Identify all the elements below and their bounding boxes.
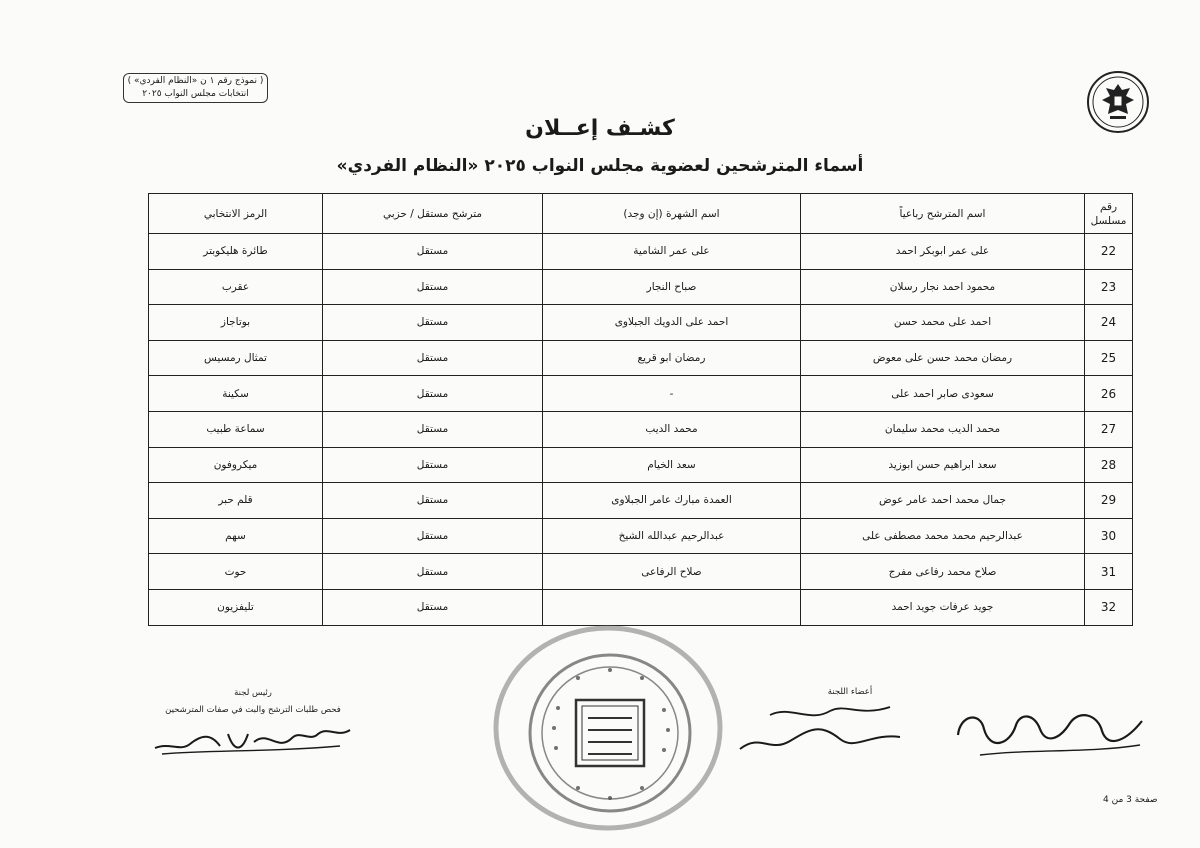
table-row bbox=[149, 269, 1133, 305]
cell-type: مستقل bbox=[323, 411, 543, 447]
cell-nickname: محمد الديب bbox=[543, 411, 801, 447]
cell-nickname: - bbox=[543, 376, 801, 412]
cell-name: جمال محمد احمد عامر عوض bbox=[801, 483, 1085, 519]
cell-nickname: صباح النجار bbox=[543, 269, 801, 305]
cell-type: مستقل bbox=[323, 340, 543, 376]
cell-type: مستقل bbox=[323, 447, 543, 483]
cell-nickname: عبدالرحيم عبدالله الشيخ bbox=[543, 518, 801, 554]
cell-name: جويد عرفات جويد احمد bbox=[801, 589, 1085, 625]
table-row bbox=[149, 305, 1133, 341]
cell-type: مستقل bbox=[323, 376, 543, 412]
cell-symbol: تمثال رمسيس bbox=[149, 340, 323, 376]
cell-name: محمود احمد نجار رسلان bbox=[801, 269, 1085, 305]
cell-name: عبدالرحيم محمد محمد مصطفى على bbox=[801, 518, 1085, 554]
cell-name: سعد ابراهيم حسن ابوزيد bbox=[801, 447, 1085, 483]
header-type: مترشح مستقل / حزبي bbox=[323, 194, 543, 234]
cell-type: مستقل bbox=[323, 305, 543, 341]
table-row bbox=[149, 483, 1133, 519]
cell-symbol: عقرب bbox=[149, 269, 323, 305]
cell-serial: 31 bbox=[1085, 554, 1133, 590]
cell-serial: 22 bbox=[1085, 234, 1133, 270]
table-row bbox=[149, 447, 1133, 483]
cell-symbol: سهم bbox=[149, 518, 323, 554]
cell-serial: 26 bbox=[1085, 376, 1133, 412]
table-row bbox=[149, 340, 1133, 376]
cell-serial: 30 bbox=[1085, 518, 1133, 554]
cell-type: مستقل bbox=[323, 269, 543, 305]
cell-symbol: سماعة طبيب bbox=[149, 411, 323, 447]
cell-nickname: صلاح الرفاعى bbox=[543, 554, 801, 590]
cell-name: احمد على محمد حسن bbox=[801, 305, 1085, 341]
cell-symbol: ميكروفون bbox=[149, 447, 323, 483]
cell-serial: 28 bbox=[1085, 447, 1133, 483]
cell-name: سعودى صابر احمد على bbox=[801, 376, 1085, 412]
cell-name: على عمر ابوبكر احمد bbox=[801, 234, 1085, 270]
cell-nickname: سعد الخيام bbox=[543, 447, 801, 483]
cell-symbol: قلم حبر bbox=[149, 483, 323, 519]
cell-name: صلاح محمد رفاعى مفرج bbox=[801, 554, 1085, 590]
committee-head-signature bbox=[150, 712, 360, 760]
cell-symbol: حوت bbox=[149, 554, 323, 590]
candidates-table bbox=[148, 193, 1133, 626]
cell-symbol: طائرة هليكوبتر bbox=[149, 234, 323, 270]
page-number: صفحة 3 من 4 bbox=[1103, 795, 1158, 805]
cell-serial: 27 bbox=[1085, 411, 1133, 447]
cell-type: مستقل bbox=[323, 234, 543, 270]
cell-symbol: سكينة bbox=[149, 376, 323, 412]
form-number-badge bbox=[123, 73, 268, 103]
page-title: كشـف إعــلان bbox=[525, 116, 675, 141]
table-row bbox=[149, 518, 1133, 554]
header-symbol: الرمز الانتخابي bbox=[149, 194, 323, 234]
header-name: اسم المترشح رباعياً bbox=[801, 194, 1085, 234]
page-subtitle: أسماء المترشحين لعضوية مجلس النواب ٢٠٢٥ «النظام الفردي» bbox=[336, 156, 864, 176]
table-row bbox=[149, 554, 1133, 590]
committee-head-title: رئيس لجنة bbox=[234, 688, 272, 698]
cell-nickname: رمضان ابو قريع bbox=[543, 340, 801, 376]
table-header-row bbox=[149, 194, 1133, 234]
cell-symbol: بوتاجاز bbox=[149, 305, 323, 341]
table-row bbox=[149, 411, 1133, 447]
cell-serial: 29 bbox=[1085, 483, 1133, 519]
member-signature-2 bbox=[950, 695, 1150, 765]
cell-nickname: العمدة مبارك عامر الجبلاوى bbox=[543, 483, 801, 519]
cell-nickname: على عمر الشامية bbox=[543, 234, 801, 270]
cell-symbol: تليفزيون bbox=[149, 589, 323, 625]
cell-type: مستقل bbox=[323, 483, 543, 519]
cell-serial: 32 bbox=[1085, 589, 1133, 625]
header-nickname: اسم الشهرة (إن وجد) bbox=[543, 194, 801, 234]
cell-serial: 23 bbox=[1085, 269, 1133, 305]
form-badge-line2: انتخابات مجلس النواب ٢٠٢٥ bbox=[142, 89, 249, 99]
table-row bbox=[149, 234, 1133, 270]
form-badge-line1: ( نموذج رقم ١ ن «النظام الفردي» ) bbox=[127, 76, 264, 86]
ministry-of-justice-seal bbox=[488, 618, 728, 838]
header-serial: رقم مسلسل bbox=[1085, 194, 1133, 234]
member-signature-1 bbox=[730, 693, 910, 763]
cell-nickname: احمد على الدويك الجبلاوى bbox=[543, 305, 801, 341]
cell-type: مستقل bbox=[323, 554, 543, 590]
cell-type: مستقل bbox=[323, 518, 543, 554]
table-row bbox=[149, 376, 1133, 412]
committee-members-label: أعضاء اللجنة bbox=[827, 687, 873, 697]
cell-serial: 25 bbox=[1085, 340, 1133, 376]
cell-name: محمد الديب محمد سليمان bbox=[801, 411, 1085, 447]
cell-name: رمضان محمد حسن على معوض bbox=[801, 340, 1085, 376]
cell-type: مستقل bbox=[323, 589, 543, 625]
committee-head-description: فحص طلبات الترشح والبت في صفات المترشحين bbox=[165, 705, 341, 715]
cell-serial: 24 bbox=[1085, 305, 1133, 341]
